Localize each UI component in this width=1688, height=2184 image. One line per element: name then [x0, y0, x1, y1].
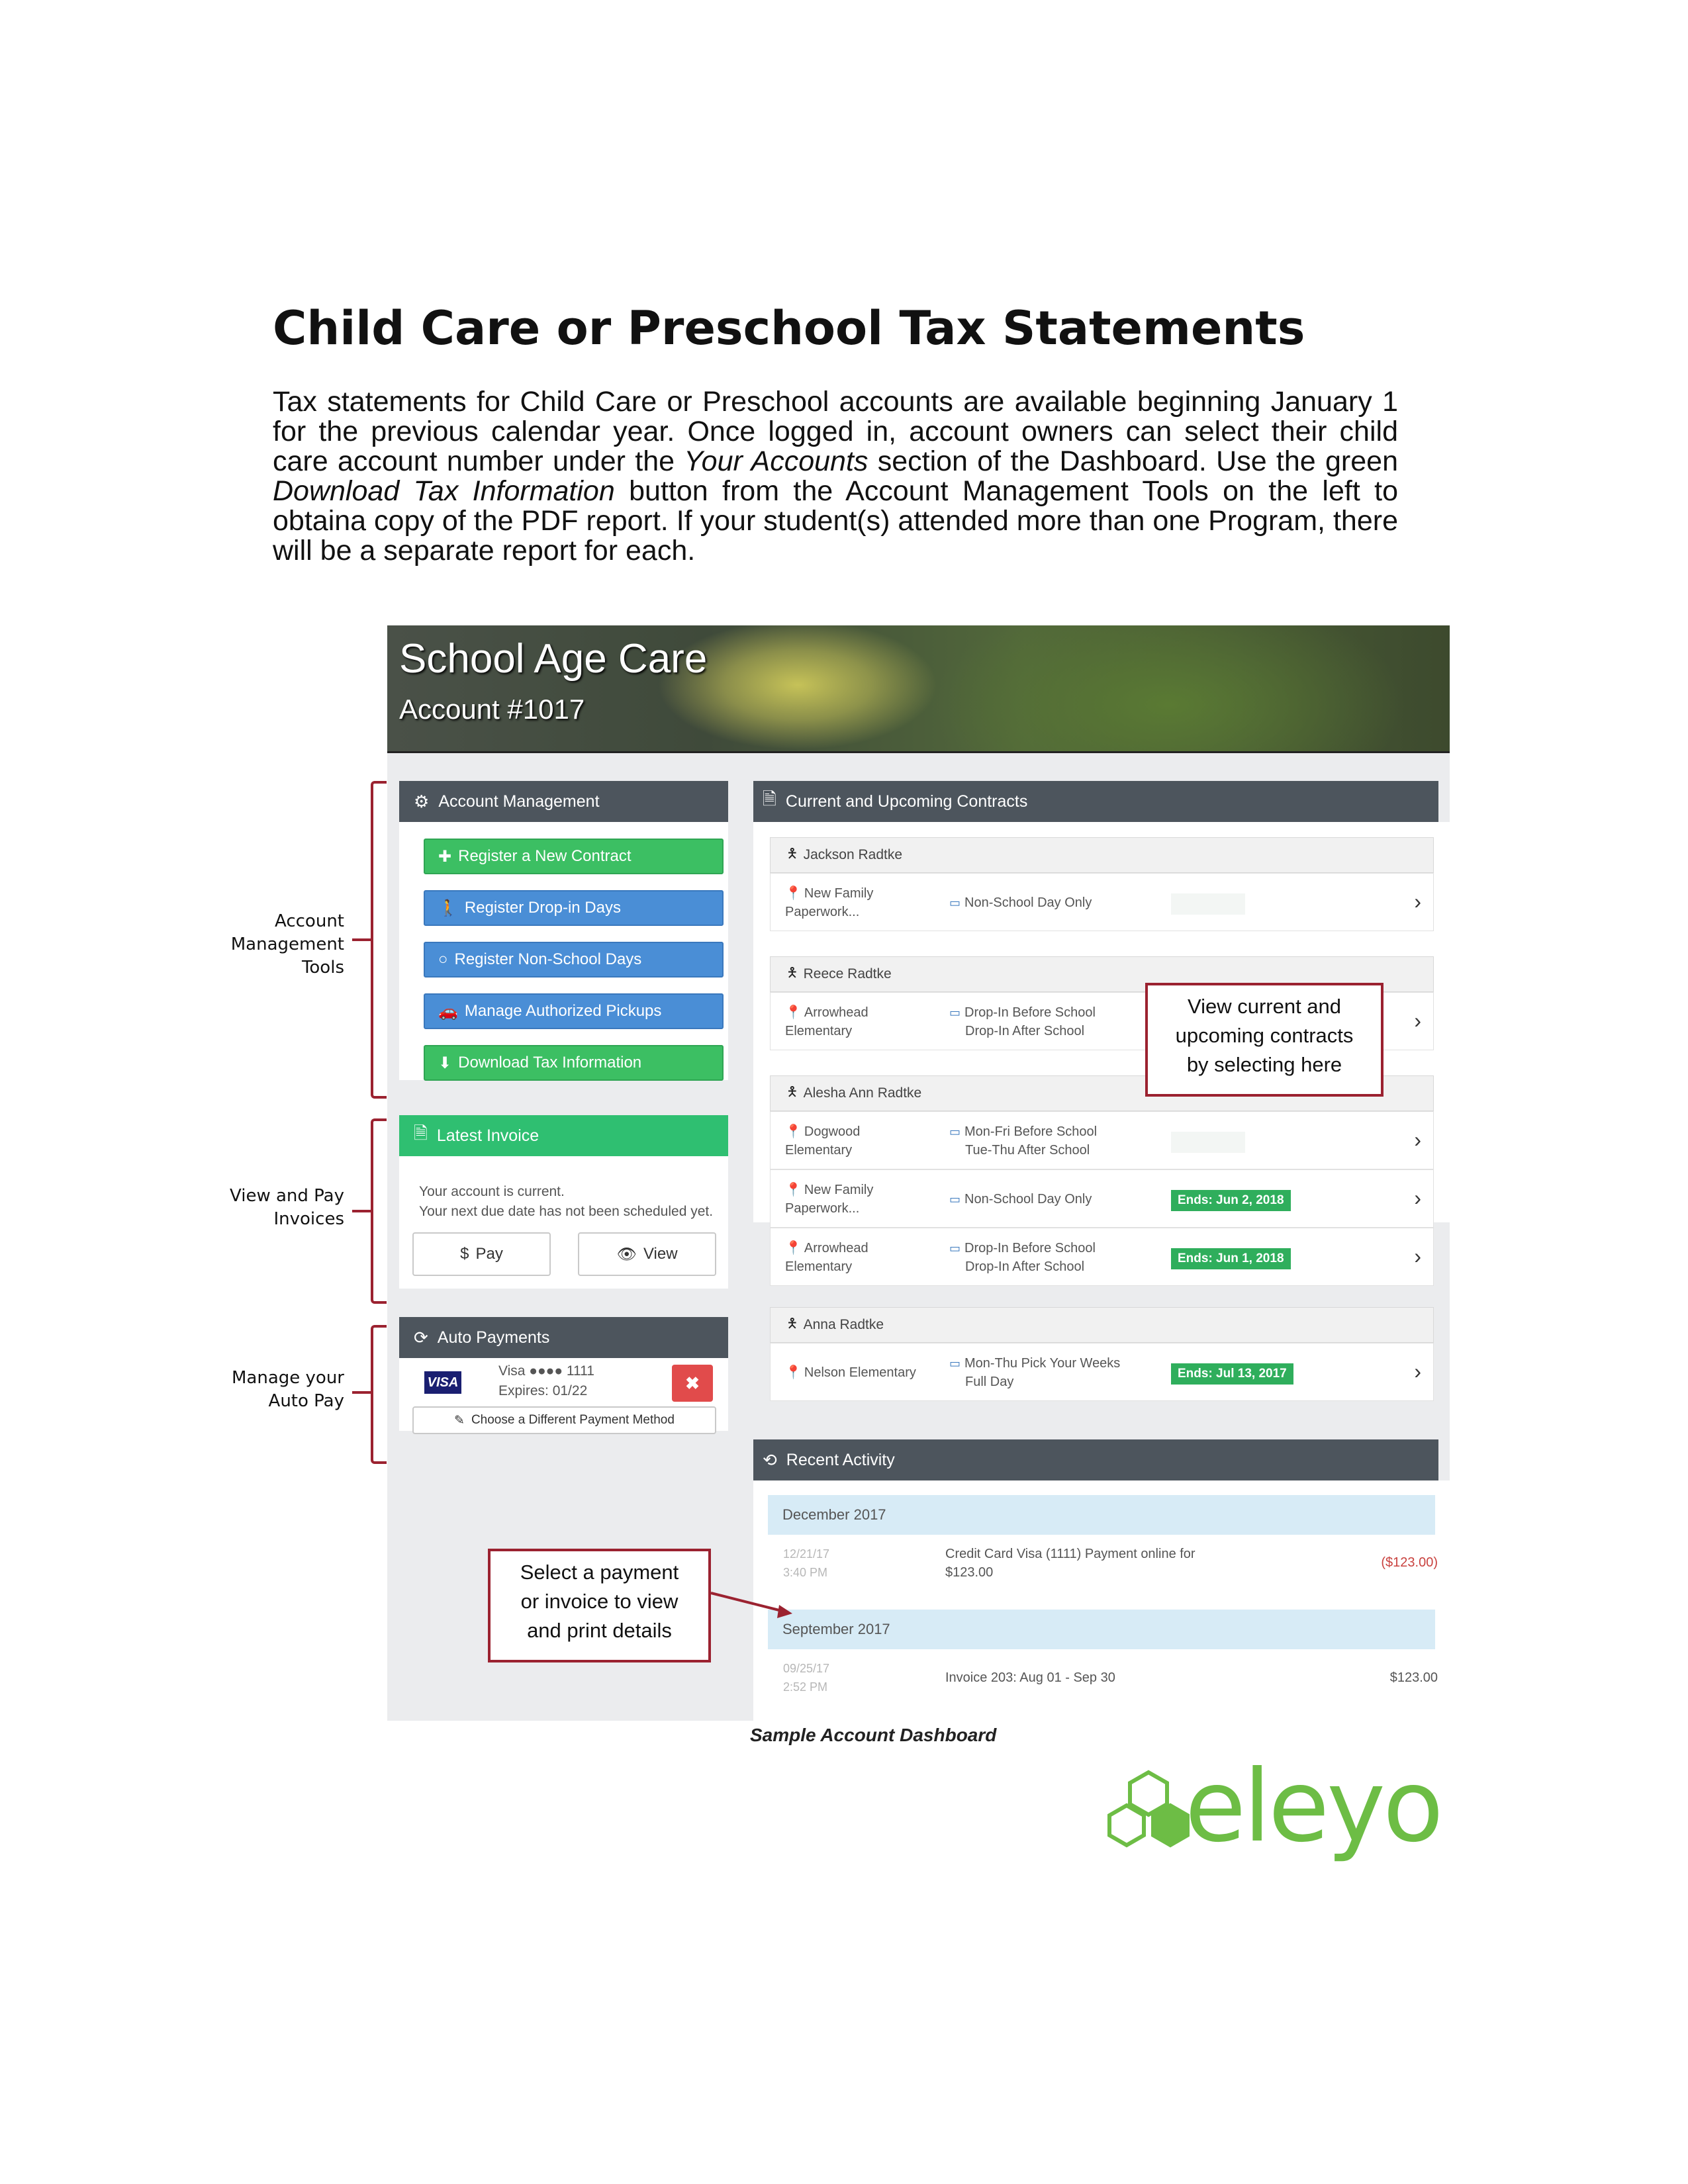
student-header: 🯅 Anna Radtke [770, 1307, 1434, 1343]
child-icon: 🚶 [438, 899, 458, 917]
contract-row[interactable]: 📍 New Family Paperwork... ▭ Non-School Day Only Ends: Jun 2, 2018 › [770, 1169, 1434, 1228]
chevron-right-icon[interactable]: › [1414, 1128, 1421, 1152]
calendar-icon: ▭ [949, 1357, 961, 1370]
activity-date: 09/25/17 [783, 1662, 830, 1675]
end-date-badge: Ends: Jun 2, 2018 [1171, 1190, 1291, 1211]
document-icon: 🗎 [763, 789, 776, 809]
remove-card-button[interactable]: ✖ [672, 1365, 713, 1402]
calendar-icon: ▭ [949, 1193, 961, 1206]
visa-card-icon: VISA [424, 1371, 461, 1394]
card-expires: Expires: 01/22 [498, 1383, 588, 1398]
person-icon: 🯅 [786, 1316, 798, 1331]
page-title: Child Care or Preschool Tax Statements [273, 301, 1305, 355]
person-icon: 🯅 [786, 1085, 798, 1099]
contract-row[interactable]: 📍 Nelson Elementary ▭ Mon-Thu Pick Your Weeks Full Day Ends: Jul 13, 2017 › [770, 1343, 1434, 1401]
student-header: 🯅 Alesha Ann Radtke [770, 1075, 1434, 1111]
calendar-icon: ▭ [949, 1125, 961, 1138]
bracket-tick [352, 1210, 372, 1212]
pay-button[interactable]: $ Pay [412, 1232, 551, 1276]
location-pin-icon: 📍 [785, 1005, 802, 1020]
contract-row[interactable]: 📍 Arrowhead Elementary ▭ Drop-In Before School Drop-In After School Ends: Jun 1, 2018 › [770, 1228, 1434, 1286]
chevron-right-icon[interactable]: › [1414, 1244, 1421, 1268]
invoice-due: Your next due date has not been scheduled yet. [419, 1204, 714, 1219]
hexagon-cluster-icon [1099, 1767, 1198, 1853]
document-icon: 🗎 [414, 1123, 428, 1143]
month-header: September 2017 [768, 1610, 1435, 1649]
activity-time: 3:40 PM [783, 1566, 828, 1579]
latest-invoice-body [399, 1156, 728, 1289]
side-label-account-tools: Account Management Tools [230, 911, 344, 978]
location-pin-icon: 📍 [785, 1241, 802, 1255]
callout-payment: Select a payment or invoice to view and print details [488, 1549, 711, 1662]
side-label-autopay: Manage your Auto Pay [231, 1368, 344, 1411]
recent-activity-header: ⟲ Recent Activity [753, 1439, 1438, 1480]
card-number: Visa ●●●● 1111 [498, 1363, 594, 1379]
gear-icon: ⚙ [414, 791, 430, 811]
dashboard-screenshot [387, 625, 1450, 1721]
student-header: 🯅 Jackson Radtke [770, 837, 1434, 873]
chevron-right-icon[interactable]: › [1414, 1186, 1421, 1210]
latest-invoice-header: 🗎 Latest Invoice [399, 1115, 728, 1156]
banner-account-number: Account #1017 [399, 694, 585, 725]
location-pin-icon: 📍 [785, 1124, 802, 1139]
intro-paragraph: Tax statements for Child Care or Preschool accounts are available beginning January 1 for the previous calendar year. Once logged in, account owners can select their child care account number under the Your Accounts section of the Dashboard. Use the green Download Tax Information button from the Account Management Tools on the left to obtaina copy of the PDF report. If your student(s) attended more than one Program, there will be a separate report for each. [273, 386, 1399, 567]
change-payment-button[interactable]: ✎ Choose a Different Payment Method [412, 1406, 716, 1434]
bracket-account-tools [371, 781, 387, 1099]
activity-description[interactable]: Credit Card Visa (1111) Payment online for $123.00 [945, 1547, 1196, 1580]
contract-row[interactable]: 📍 Arrowhead Elementary ▭ Drop-In Before School Drop-In After School › [770, 992, 1434, 1050]
end-date-badge: Ends: Jul 13, 2017 [1171, 1363, 1293, 1385]
activity-date: 12/21/17 [783, 1547, 830, 1561]
recent-activity-body [753, 1480, 1450, 1721]
auto-payments-body [399, 1358, 728, 1431]
location-pin-icon: 📍 [785, 886, 802, 901]
chevron-right-icon[interactable]: › [1414, 889, 1421, 913]
figure-caption: Sample Account Dashboard [750, 1725, 997, 1745]
activity-time: 2:52 PM [783, 1680, 828, 1694]
account-management-header: ⚙ Account Management [399, 781, 728, 822]
banner-title: School Age Care [399, 636, 708, 682]
bracket-autopay [371, 1325, 387, 1464]
register-nonschool-button[interactable]: ○ Register Non-School Days [424, 942, 724, 978]
end-date-badge: Ends: Jun 1, 2018 [1171, 1248, 1291, 1269]
car-icon: 🚗 [438, 1002, 458, 1021]
eleyo-logo: eleyo [1185, 1749, 1441, 1864]
manage-pickups-button[interactable]: 🚗 Manage Authorized Pickups [424, 993, 724, 1029]
calendar-icon: ▭ [949, 896, 961, 909]
account-banner [387, 625, 1450, 753]
bracket-tick [352, 938, 372, 941]
history-icon: ⟲ [763, 1449, 777, 1470]
auto-payments-header: ⟳ Auto Payments [399, 1317, 728, 1358]
bracket-invoices [371, 1118, 387, 1304]
calendar-icon: ▭ [949, 1006, 961, 1019]
contract-row[interactable]: 📍 New Family Paperwork... ▭ Non-School Day Only › [770, 873, 1434, 931]
status-badge [1171, 1132, 1245, 1153]
activity-amount: ($123.00) [1381, 1555, 1438, 1570]
dollar-icon: $ [460, 1245, 469, 1263]
refresh-icon: ⟳ [414, 1327, 428, 1347]
download-icon: ⬇ [438, 1054, 452, 1072]
activity-description[interactable]: Invoice 203: Aug 01 - Sep 30 [945, 1670, 1115, 1685]
status-badge [1171, 893, 1245, 915]
contract-row[interactable]: 📍 Dogwood Elementary ▭ Mon-Fri Before School Tue-Thu After School › [770, 1111, 1434, 1169]
chevron-right-icon[interactable]: › [1414, 1009, 1421, 1032]
callout-contracts: View current and upcoming contracts by selecting here [1145, 983, 1383, 1097]
download-tax-button[interactable]: ⬇ Download Tax Information [424, 1045, 724, 1081]
plus-icon: ✚ [438, 847, 452, 866]
person-icon: 🯅 [786, 846, 798, 861]
view-invoice-button[interactable]: 👁 View [578, 1232, 716, 1276]
location-pin-icon: 📍 [785, 1183, 802, 1197]
eye-icon: 👁 [616, 1245, 637, 1263]
register-dropin-button[interactable]: 🚶 Register Drop-in Days [424, 890, 724, 926]
register-contract-button[interactable]: ✚ Register a New Contract [424, 839, 724, 874]
activity-amount: $123.00 [1389, 1670, 1438, 1685]
account-management-body [399, 822, 728, 1080]
month-header: December 2017 [768, 1495, 1435, 1535]
student-header: 🯅 Reece Radtke [770, 956, 1434, 992]
side-label-invoices: View and Pay Invoices [230, 1186, 344, 1229]
chevron-right-icon[interactable]: › [1414, 1359, 1421, 1383]
contracts-header: 🗎 Current and Upcoming Contracts [753, 781, 1438, 822]
bracket-tick [352, 1391, 372, 1394]
calendar-icon: ▭ [949, 1242, 961, 1255]
circle-icon: ○ [438, 950, 448, 968]
location-pin-icon: 📍 [785, 1365, 802, 1380]
invoice-status: Your account is current. [419, 1184, 565, 1199]
person-icon: 🯅 [786, 966, 798, 980]
edit-icon: ✎ [454, 1413, 465, 1428]
